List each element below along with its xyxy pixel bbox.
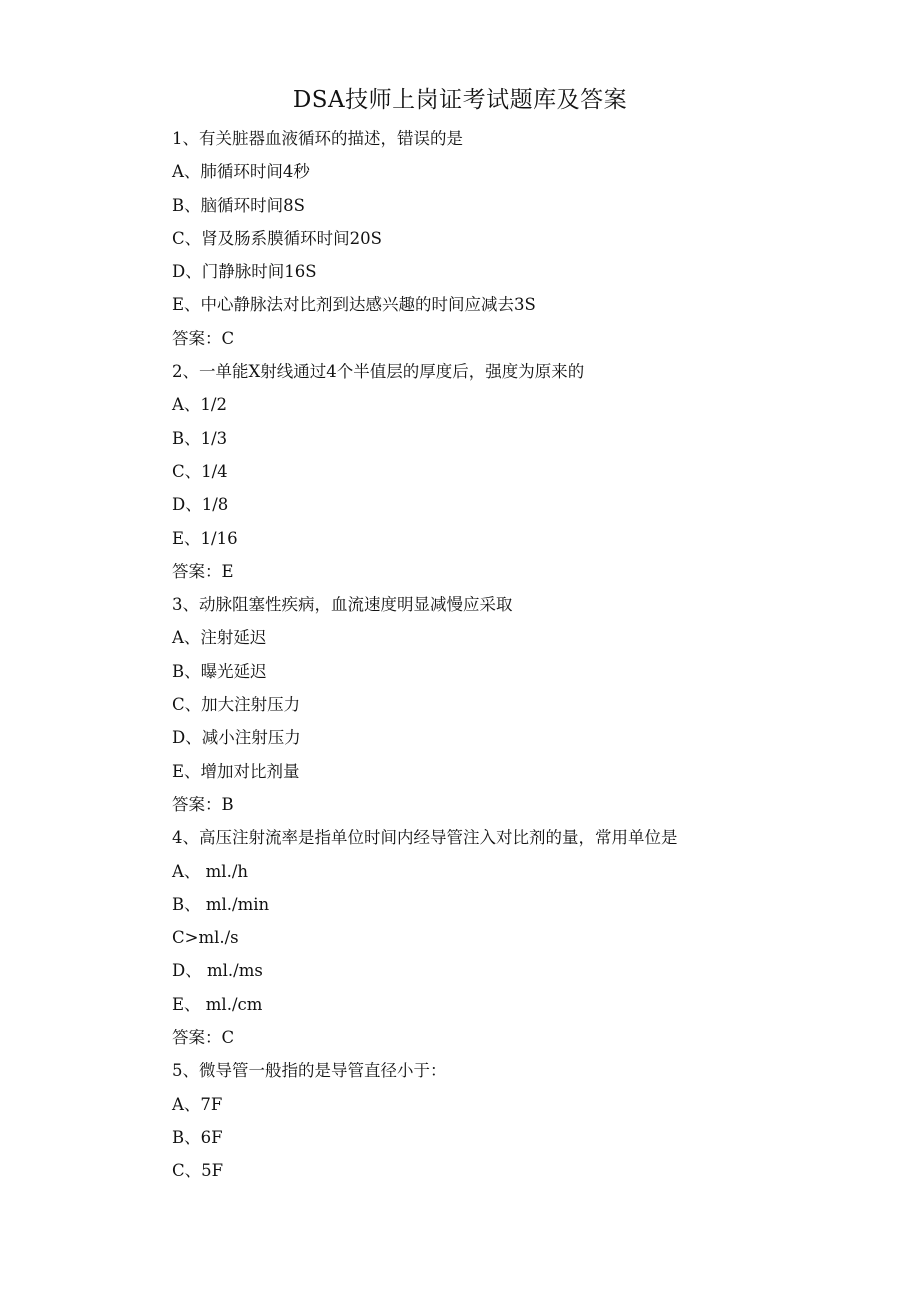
answer-line: 答案：E bbox=[172, 561, 234, 581]
option-b: B、1/3 bbox=[172, 428, 228, 448]
option-c: C、加大注射压力 bbox=[172, 695, 301, 715]
option-b: B、 ml./min bbox=[172, 894, 270, 914]
option-b: B、脑循环时间8S bbox=[172, 195, 305, 215]
option-c: C>ml./s bbox=[172, 928, 239, 948]
option-d: D、减小注射压力 bbox=[172, 728, 301, 748]
option-d: D、门静脉时间16S bbox=[172, 262, 317, 282]
question-stem: 3、动脉阻塞性疾病，血流速度明显减慢应采取 bbox=[172, 595, 513, 615]
question-stem: 2、一单能X射线通过4个半值层的厚度后，强度为原来的 bbox=[172, 362, 585, 382]
document-title: DSA技师上岗证考试题库及答案 bbox=[292, 87, 628, 113]
option-c: C、1/4 bbox=[172, 461, 228, 481]
answer-line: 答案：B bbox=[172, 794, 234, 814]
answer-line: 答案：C bbox=[172, 328, 235, 348]
option-a: A、1/2 bbox=[172, 395, 227, 415]
option-d: D、1/8 bbox=[172, 495, 229, 515]
answer-line: 答案：C bbox=[172, 1028, 235, 1048]
question-stem: 5、微导管一般指的是导管直径小于： bbox=[172, 1061, 447, 1081]
option-e: E、增加对比剂量 bbox=[172, 761, 300, 781]
option-e: E、中心静脉法对比剂到达感兴趣的时间应减去3S bbox=[172, 295, 536, 315]
option-a: A、 ml./h bbox=[172, 861, 249, 881]
option-a: A、7F bbox=[172, 1094, 223, 1114]
option-b: B、6F bbox=[172, 1127, 223, 1147]
option-d: D、 ml./ms bbox=[172, 961, 263, 981]
option-e: E、 ml./cm bbox=[172, 994, 263, 1014]
option-a: A、注射延迟 bbox=[172, 628, 267, 648]
option-a: A、肺循环时间4秒 bbox=[172, 162, 310, 182]
option-c: C、5F bbox=[172, 1161, 224, 1181]
question-stem: 1、有关脏器血液循环的描述，错误的是 bbox=[172, 129, 463, 148]
option-c: C、肾及肠系膜循环时间20S bbox=[172, 228, 382, 248]
option-e: E、1/16 bbox=[172, 528, 238, 548]
option-b: B、曝光延迟 bbox=[172, 661, 267, 681]
question-list bbox=[172, 122, 872, 1188]
question-stem: 4、高压注射流率是指单位时间内经导管注入对比剂的量，常用单位是 bbox=[172, 828, 678, 848]
